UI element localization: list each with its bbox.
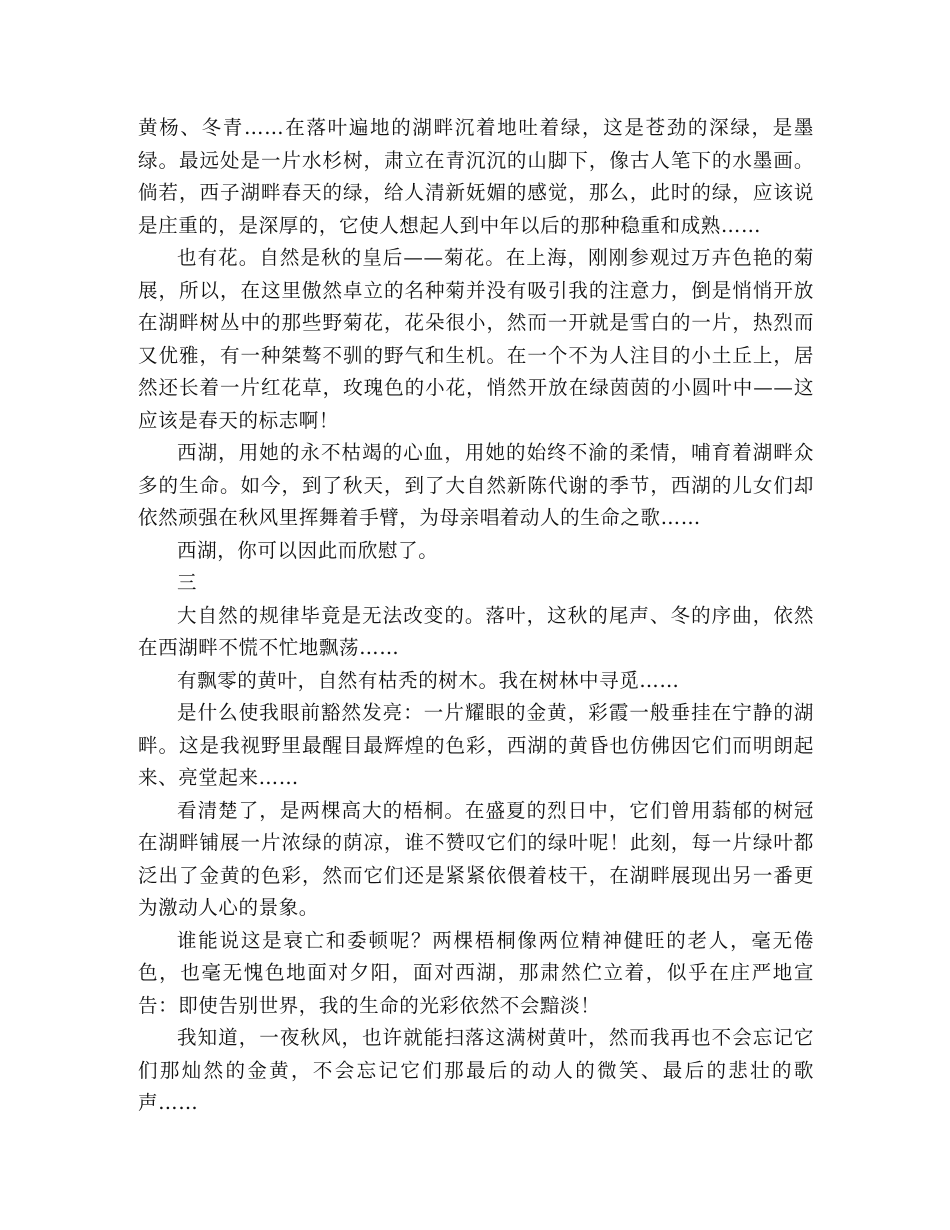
paragraph: 是什么使我眼前豁然发亮：一片耀眼的金黄，彩霞一般垂挂在宁静的湖畔。这是我视野里最醒目最辉煌的色彩，西湖的黄昏也仿佛因它们而明朗起来、亮堂起来…… [138, 701, 814, 789]
paragraph: 大自然的规律毕竟是无法改变的。落叶，这秋的尾声、冬的序曲，依然在西湖畔不慌不忙地飘荡…… [138, 603, 814, 659]
paragraph: 也有花。自然是秋的皇后——菊花。在上海，刚刚参观过万卉色艳的菊展，所以，在这里傲然卓立的名种菊并没有吸引我的注意力，倒是悄悄开放在湖畔树丛中的那些野菊花，花朵很小，然而一开就是雪白的一片，热烈而又优雅，有一种桀骜不驯的野气和生机。在一个不为人注目的小土丘上，居然还长着一片红花草，玫瑰色的小花，悄然开放在绿茵茵的小圆叶中——这应该是春天的标志啊！ [138, 246, 814, 432]
paragraph: 我知道，一夜秋风，也许就能扫落这满树黄叶，然而我再也不会忘记它们那灿然的金黄，不会忘记它们那最后的动人的微笑、最后的悲壮的歌声…… [138, 1026, 814, 1114]
paragraph: 有飘零的黄叶，自然有枯秃的树木。我在树林中寻觅…… [177, 668, 680, 692]
paragraph: 黄杨、冬青……在落叶遍地的湖畔沉着地吐着绿，这是苍劲的深绿，是墨绿。最远处是一片水杉树，肃立在青沉沉的山脚下，像古人笔下的水墨画。倘若，西子湖畔春天的绿，给人清新妩媚的感觉，那么，此时的绿，应该说是庄重的，是深厚的，它使人想起人到中年以后的那种稳重和成熟…… [138, 116, 814, 237]
paragraph: 西湖，用她的永不枯竭的心血，用她的始终不渝的柔情，哺育着湖畔众多的生命。如今，到了秋天，到了大自然新陈代谢的季节，西湖的儿女们却依然顽强在秋风里挥舞着手臂，为母亲唱着动人的生命之歌…… [138, 441, 814, 529]
body-text [138, 112, 814, 1120]
paragraph: 看清楚了，是两棵高大的梧桐。在盛夏的烈日中，它们曾用蓊郁的树冠在湖畔铺展一片浓绿的荫凉，谁不赞叹它们的绿叶呢！此刻，每一片绿叶都泛出了金黄的色彩，然而它们还是紧紧依偎着枝干，在湖畔展现出另一番更为激动人心的景象。 [138, 798, 814, 919]
paragraph: 谁能说这是衰亡和委顿呢？两棵梧桐像两位精神健旺的老人，毫无倦色，也毫无愧色地面对夕阳，面对西湖，那肃然伫立着，似乎在庄严地宣告：即使告别世界，我的生命的光彩依然不会黯淡！ [138, 928, 814, 1017]
section-heading: 三 [177, 571, 198, 594]
paragraph: 西湖，你可以因此而欣慰了。 [177, 538, 439, 562]
